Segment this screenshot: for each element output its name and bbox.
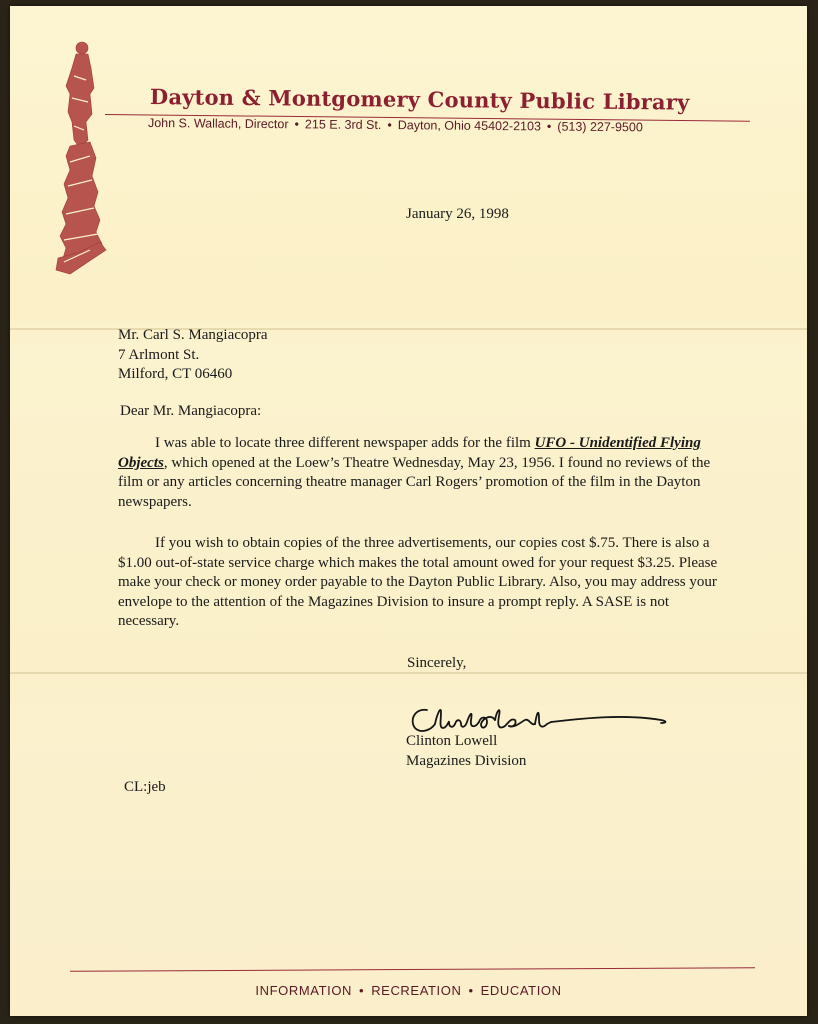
footer-item: INFORMATION — [255, 983, 353, 998]
recipient-address — [118, 326, 268, 385]
recipient-name: Mr. Carl S. Mangiacopra — [118, 327, 268, 343]
separator-dot: • — [359, 983, 365, 998]
phone-number: (513) 227-9500 — [557, 119, 643, 135]
paragraph-2: If you wish to obtain copies of the three advertisements, our copies cost $.75. There is also a $1.00 out-of-state service charge which makes the total amount owed for your request $3.25. Please make your check or money order payable to the Dayton Public Library. Also, you may address your envelope to the attention of the Magazines Division to insure a prompt reply. A SASE is not necessary. — [118, 535, 718, 629]
paragraph-1 — [118, 434, 718, 512]
recipient-city: Milford, CT 06460 — [118, 366, 233, 382]
paragraph-1-after: , which opened at the Loew’s Theatre Wednesday, May 23, 1956. I found no reviews of the film or any articles concerning theatre manager Carl Rogers’ promotion of the film in the Dayton newspapers. — [118, 454, 711, 510]
library-name: Dayton & Montgomery County Public Library — [149, 84, 690, 115]
footer-item: RECREATION — [371, 983, 462, 998]
footer-item: EDUCATION — [480, 983, 562, 998]
signer-block — [406, 732, 526, 771]
signer-name: Clinton Lowell — [406, 733, 498, 749]
closing: Sincerely, — [407, 655, 467, 671]
separator-dot: • — [546, 119, 552, 134]
separator-dot: • — [387, 118, 392, 133]
film-title: UFO - Unidentified Flying Objects — [118, 435, 701, 471]
paragraph-1-before: I was able to locate three different newspaper adds for the film — [155, 435, 535, 451]
street-address: 215 E. 3rd St. — [304, 117, 382, 133]
recipient-street: 7 Arlmont St. — [118, 346, 200, 363]
footer-tagline — [10, 983, 807, 998]
salutation: Dear Mr. Mangiacopra: — [120, 403, 262, 419]
separator-dot: • — [468, 983, 474, 998]
library-address-line — [148, 116, 643, 134]
typist-initials: CL:jeb — [124, 779, 166, 795]
city-address: Dayton, Ohio 45402-2103 — [397, 118, 541, 134]
signer-department: Magazines Division — [406, 752, 527, 769]
separator-dot: • — [294, 117, 300, 132]
footer-rule — [70, 967, 755, 972]
director: John S. Wallach, Director — [147, 116, 289, 132]
statue-logo-icon — [50, 36, 112, 276]
letter-date: January 26, 1998 — [406, 206, 509, 222]
letter-page — [10, 6, 807, 1016]
